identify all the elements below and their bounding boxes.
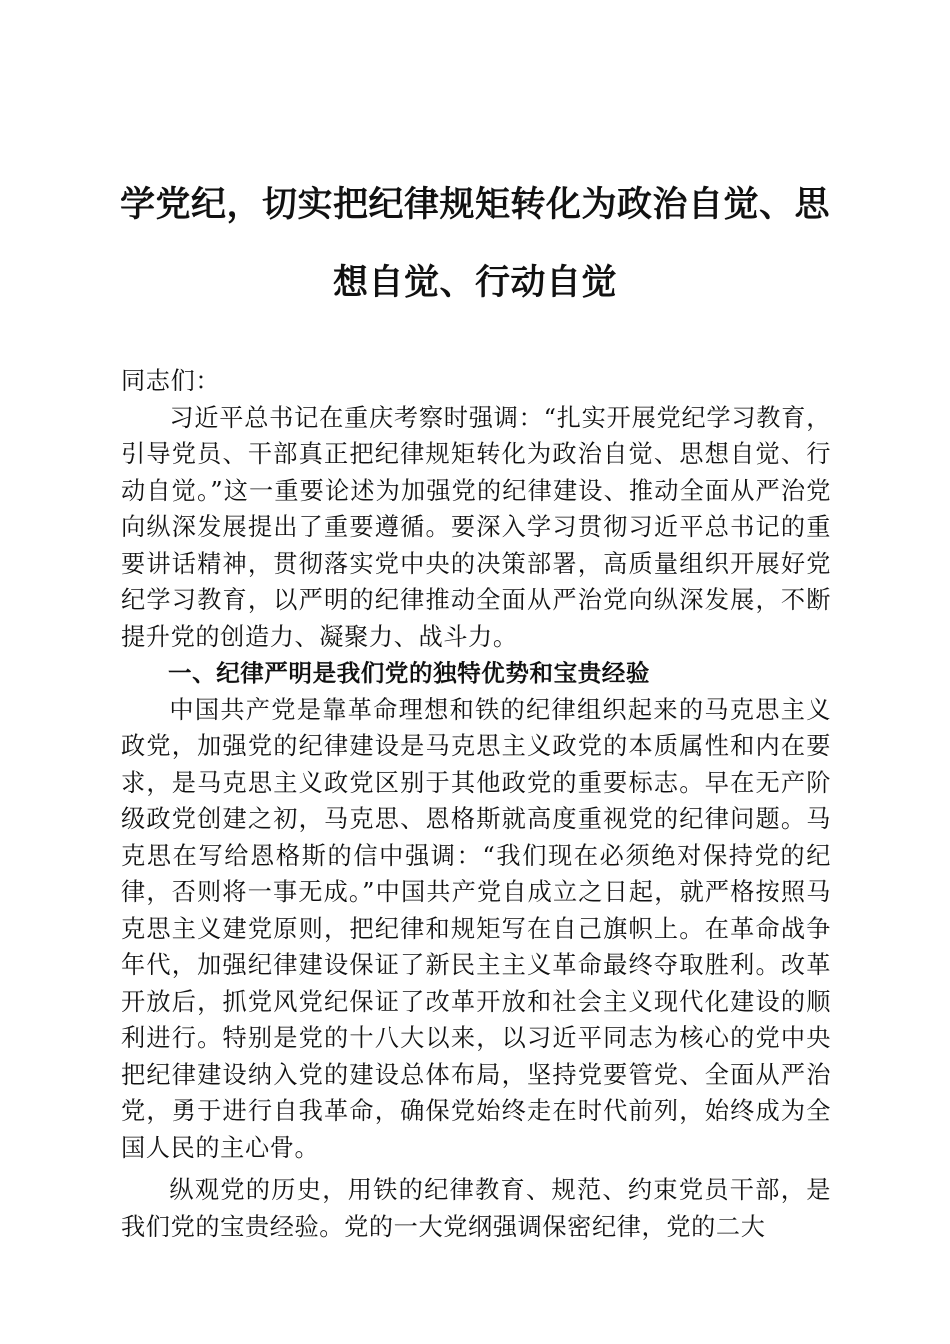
section-heading-1: 一、纪律严明是我们党的独特优势和宝贵经验 [168, 659, 650, 687]
document-title: 学党纪，切实把纪律规矩转化为政治自觉、思想自觉、行动自觉 [119, 185, 830, 303]
intro-paragraph: 习近平总书记在重庆考察时强调：“扎实开展党纪学习教育，引导党员、干部真正把纪律规矩转化为政治自觉、思想自觉、行动自觉。”这一重要论述为加强党的纪律建设、推动全面从严治党向纵深发展提出了重要遵循。要深入学习贯彻习近平总书记的重要讲话精神，贯彻落实党中央的决策部署，高质量组织开展好党纪学习教育，以严明的纪律推动全面从严治党向纵深发展，不断提升党的创造力、凝聚力、战斗力。 [121, 403, 831, 651]
section-1-paragraph-2: 纵观党的历史，用铁的纪律教育、规范、约束党员干部，是我们党的宝贵经验。党的一大党纲强调保密纪律，党的二大 [121, 1176, 831, 1241]
salutation: 同志们： [121, 367, 221, 395]
document-body [121, 363, 831, 1245]
section-1-paragraph-1: 中国共产党是靠革命理想和铁的纪律组织起来的马克思主义政党，加强党的纪律建设是马克思主义政党的本质属性和内在要求，是马克思主义政党区别于其他政党的重要标志。早在无产阶级政党创建之初，马克思、恩格斯就高度重视党的纪律问题。马克思在写给恩格斯的信中强调：“我们现在必须绝对保持党的纪律，否则将一事无成。”中国共产党自成立之日起，就严格按照马克思主义建党原则，把纪律和规矩写在自己旗帜上。在革命战争年代，加强纪律建设保证了新民主主义革命最终夺取胜利。改革开放后，抓党风党纪保证了改革开放和社会主义现代化建设的顺利进行。特别是党的十八大以来，以习近平同志为核心的党中央把纪律建设纳入党的建设总体布局，坚持党要管党、全面从严治党，勇于进行自我革命，确保党始终走在时代前列，始终成为全国人民的主心骨。 [121, 695, 831, 1162]
